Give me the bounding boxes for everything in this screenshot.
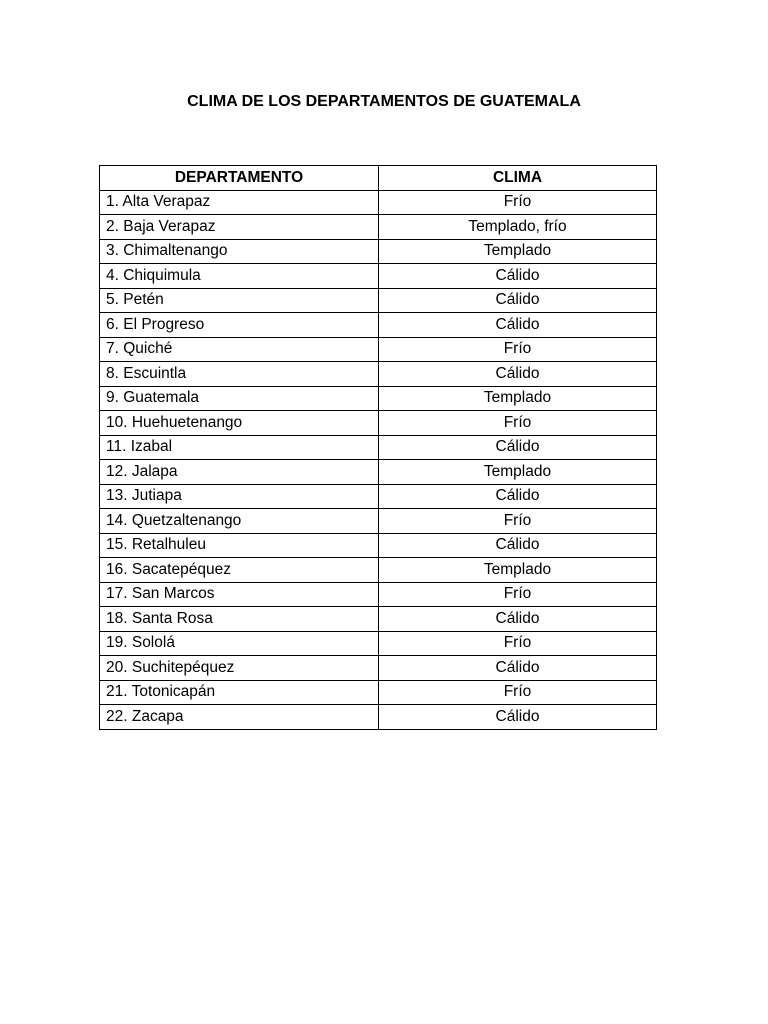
cell-clima: Cálido [379,264,657,289]
table-header-row [100,166,657,191]
cell-departamento: 6. El Progreso [100,313,379,338]
cell-clima: Frío [379,680,657,705]
cell-departamento: 19. Sololá [100,631,379,656]
cell-clima: Templado [379,460,657,485]
table-row [100,631,657,656]
cell-clima: Cálido [379,607,657,632]
table-row [100,215,657,240]
table-row [100,509,657,534]
table-row [100,190,657,215]
cell-departamento: 5. Petén [100,288,379,313]
cell-departamento: 3. Chimaltenango [100,239,379,264]
cell-clima: Cálido [379,656,657,681]
table-row [100,705,657,730]
cell-clima: Cálido [379,435,657,460]
document-title: CLIMA DE LOS DEPARTAMENTOS DE GUATEMALA [187,93,581,110]
cell-clima: Frío [379,631,657,656]
cell-clima: Frío [379,190,657,215]
cell-departamento: 22. Zacapa [100,705,379,730]
cell-clima: Frío [379,411,657,436]
table-row [100,362,657,387]
cell-clima: Frío [379,582,657,607]
cell-departamento: 17. San Marcos [100,582,379,607]
cell-clima: Cálido [379,705,657,730]
table-row [100,656,657,681]
table-row [100,558,657,583]
table-row [100,386,657,411]
table-row [100,484,657,509]
table-row [100,411,657,436]
cell-departamento: 1. Alta Verapaz [100,190,379,215]
cell-departamento: 15. Retalhuleu [100,533,379,558]
cell-clima: Templado [379,558,657,583]
table-row [100,582,657,607]
table-row [100,288,657,313]
table-row [100,264,657,289]
cell-clima: Frío [379,509,657,534]
cell-clima: Templado [379,239,657,264]
table-row [100,435,657,460]
cell-departamento: 14. Quetzaltenango [100,509,379,534]
cell-departamento: 2. Baja Verapaz [100,215,379,240]
cell-clima: Templado, frío [379,215,657,240]
cell-clima: Cálido [379,533,657,558]
cell-clima: Cálido [379,313,657,338]
header-clima: CLIMA [379,166,657,191]
table-row [100,460,657,485]
cell-clima: Templado [379,386,657,411]
cell-clima: Cálido [379,362,657,387]
cell-departamento: 4. Chiquimula [100,264,379,289]
cell-departamento: 18. Santa Rosa [100,607,379,632]
table-header [100,166,657,191]
table-row [100,337,657,362]
climate-table [99,165,657,730]
cell-departamento: 10. Huehuetenango [100,411,379,436]
table-row [100,680,657,705]
table-body [100,190,657,729]
cell-departamento: 12. Jalapa [100,460,379,485]
cell-departamento: 16. Sacatepéquez [100,558,379,583]
cell-departamento: 8. Escuintla [100,362,379,387]
cell-clima: Frío [379,337,657,362]
cell-departamento: 11. Izabal [100,435,379,460]
header-departamento: DEPARTAMENTO [100,166,379,191]
table-row [100,533,657,558]
cell-departamento: 7. Quiché [100,337,379,362]
cell-departamento: 20. Suchitepéquez [100,656,379,681]
cell-departamento: 13. Jutiapa [100,484,379,509]
table-row [100,239,657,264]
cell-clima: Cálido [379,484,657,509]
cell-clima: Cálido [379,288,657,313]
cell-departamento: 9. Guatemala [100,386,379,411]
table-row [100,607,657,632]
table-row [100,313,657,338]
cell-departamento: 21. Totonicapán [100,680,379,705]
